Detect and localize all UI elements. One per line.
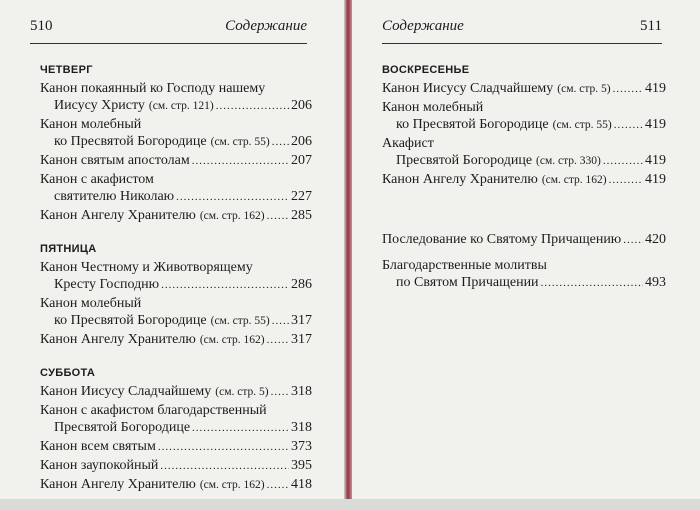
toc-entry-line — [382, 152, 666, 170]
toc-entry-title: Пресвятой Богородице — [396, 153, 533, 168]
left-toc — [40, 62, 312, 510]
toc-entry-title: Канон молебный — [382, 100, 484, 115]
toc-entry-page: 285 — [291, 208, 312, 223]
toc-leader-dots — [271, 384, 289, 401]
toc-entry-line — [382, 257, 666, 274]
toc-entry-title: Последование ко Святому Причащению — [382, 232, 622, 247]
left-page-number: 510 — [30, 18, 53, 34]
toc-leader-dots — [192, 153, 289, 170]
toc-entry-title: по Святом Причащении — [396, 275, 539, 290]
toc-entry-line — [40, 133, 312, 151]
toc-section — [40, 365, 312, 494]
toc-entry-line — [40, 331, 312, 349]
toc-entry-page: 419 — [645, 172, 666, 187]
toc-entry-ref: (см. стр. 55) — [210, 136, 270, 148]
toc-entry — [40, 383, 312, 401]
toc-entry — [382, 231, 666, 249]
toc-day-heading: СУББОТА — [40, 367, 96, 379]
toc-entry-page: 227 — [291, 189, 312, 204]
toc-entry-line — [382, 171, 666, 189]
toc-entry-title: Канон Ангелу Хранителю — [40, 208, 196, 223]
toc-entry-page: 207 — [291, 153, 312, 168]
toc-entry-ref: (см. стр. 5) — [215, 386, 269, 398]
toc-day-heading: ЧЕТВЕРГ — [40, 64, 93, 76]
toc-entry-title: Канон молебный — [40, 296, 142, 311]
toc-leader-dots — [267, 332, 289, 349]
toc-entry — [40, 402, 312, 437]
toc-entry-page: 373 — [291, 439, 312, 454]
toc-entry — [40, 259, 312, 294]
toc-entry-page: 418 — [291, 477, 312, 492]
toc-leader-dots — [267, 477, 289, 494]
toc-entry-line — [40, 259, 312, 276]
toc-entry-title: Канон с акафистом — [40, 172, 154, 187]
toc-entry — [382, 171, 666, 189]
toc-entry — [40, 295, 312, 330]
toc-entry-ref: (см. стр. 162) — [199, 210, 265, 222]
left-page-header — [30, 18, 307, 40]
toc-entry-title: ко Пресвятой Богородице — [396, 117, 549, 132]
toc-entry-title: Канон Ангелу Хранителю — [40, 477, 196, 492]
toc-entry-ref: (см. стр. 162) — [199, 479, 265, 491]
toc-entry-title: Благодарственные молитвы — [382, 258, 547, 273]
toc-leader-dots — [272, 313, 289, 330]
toc-entry-line — [40, 402, 312, 419]
toc-entry — [40, 476, 312, 494]
toc-leader-dots — [603, 153, 643, 170]
toc-entry-title: Иисусу Христу — [54, 98, 145, 113]
toc-entry-ref: (см. стр. 55) — [552, 119, 612, 131]
toc-leader-dots — [272, 134, 289, 151]
toc-entry-title: ко Пресвятой Богородице — [54, 134, 207, 149]
toc-entry-title: ко Пресвятой Богородице — [54, 313, 207, 328]
toc-entry — [382, 99, 666, 134]
toc-leader-dots — [623, 232, 643, 249]
toc-entry — [40, 207, 312, 225]
left-page — [0, 0, 346, 499]
toc-entry-line — [40, 97, 312, 115]
toc-leader-dots — [614, 117, 643, 134]
toc-entry-title: Канон Иисусу Сладчайшему — [40, 384, 212, 399]
toc-entry-title: Канон молебный — [40, 117, 142, 132]
toc-leader-dots — [158, 439, 289, 456]
toc-entry-title: Канон Честному и Животворящему — [40, 260, 253, 275]
toc-entry-line — [40, 312, 312, 330]
toc-entry-page: 493 — [645, 275, 666, 290]
right-page-header — [382, 18, 662, 40]
toc-entry-title: Пресвятой Богородице — [54, 420, 191, 435]
toc-leader-dots — [160, 458, 289, 475]
toc-entry-page: 206 — [291, 134, 312, 149]
right-toc — [382, 62, 666, 300]
toc-entry-line — [382, 135, 666, 152]
toc-entry-line — [40, 80, 312, 97]
toc-entry-line — [382, 116, 666, 134]
toc-entry-title: Канон с акафистом благодарственный — [40, 403, 267, 418]
toc-leader-dots — [609, 172, 643, 189]
toc-entry-title: Канон святым апостолам — [40, 153, 190, 168]
toc-leader-dots — [216, 98, 289, 115]
toc-entry-page: 419 — [645, 81, 666, 96]
toc-entry-line — [40, 476, 312, 494]
left-header-title: Содержание — [225, 18, 307, 34]
toc-entry-ref: (см. стр. 121) — [148, 100, 214, 112]
toc-entry — [382, 80, 666, 98]
right-header-rule — [382, 43, 662, 44]
toc-entry-title: Канон всем святым — [40, 439, 156, 454]
toc-entry — [40, 171, 312, 206]
toc-entry-page: 419 — [645, 117, 666, 132]
toc-entry-page: 395 — [291, 458, 312, 473]
toc-leader-dots — [267, 208, 289, 225]
toc-leader-dots — [613, 81, 643, 98]
toc-entry — [40, 116, 312, 151]
toc-entry-title: Акафист — [382, 136, 434, 151]
toc-entry — [382, 257, 666, 292]
toc-entry-page: 286 — [291, 277, 312, 292]
toc-entry-line — [40, 295, 312, 312]
right-page-number: 511 — [640, 18, 662, 34]
toc-section — [382, 62, 666, 189]
toc-spacer — [382, 205, 666, 231]
toc-entry-line — [40, 116, 312, 133]
toc-entry-page: 317 — [291, 332, 312, 347]
toc-entry-line — [40, 207, 312, 225]
toc-entry-page: 318 — [291, 420, 312, 435]
toc-entry-title: Канон заупокойный — [40, 458, 159, 473]
toc-section — [40, 241, 312, 349]
toc-entry-line — [382, 80, 666, 98]
toc-entry-ref: (см. стр. 55) — [210, 315, 270, 327]
toc-day-heading: ВОСКРЕСЕНЬЕ — [382, 64, 470, 76]
toc-entry — [40, 152, 312, 170]
toc-entry-title: Канон покаянный ко Господу нашему — [40, 81, 266, 96]
toc-entry-ref: (см. стр. 162) — [199, 334, 265, 346]
right-page — [352, 0, 700, 499]
toc-leader-dots — [192, 420, 289, 437]
toc-entry-title: Канон Ангелу Хранителю — [40, 332, 196, 347]
toc-entry-page: 318 — [291, 384, 312, 399]
toc-leader-dots — [541, 275, 643, 292]
toc-entry-line — [382, 99, 666, 116]
toc-leader-dots — [176, 189, 289, 206]
toc-entry-line — [40, 438, 312, 456]
toc-entry-ref: (см. стр. 162) — [541, 174, 607, 186]
toc-leader-dots — [161, 277, 289, 294]
toc-entry-title: Канон Ангелу Хранителю — [382, 172, 538, 187]
toc-entry-line — [40, 152, 312, 170]
toc-day-heading: ПЯТНИЦА — [40, 243, 97, 255]
toc-entry-line — [40, 419, 312, 437]
left-header-rule — [30, 43, 307, 44]
toc-entry — [40, 80, 312, 115]
toc-entry-line — [382, 274, 666, 292]
toc-entry-line — [40, 383, 312, 401]
toc-entry — [382, 135, 666, 170]
toc-entry — [40, 457, 312, 475]
toc-entry-page: 206 — [291, 98, 312, 113]
toc-section — [40, 62, 312, 225]
right-header-title: Содержание — [382, 18, 464, 34]
toc-entry-title: Кресту Господню — [54, 277, 160, 292]
toc-entry-page: 317 — [291, 313, 312, 328]
toc-entry-ref: (см. стр. 330) — [536, 155, 601, 167]
toc-entry — [40, 438, 312, 456]
toc-entry-page: 419 — [645, 153, 666, 168]
toc-entry-ref: (см. стр. 5) — [557, 83, 611, 95]
toc-entry-page: 420 — [645, 232, 666, 247]
toc-entry-title: Канон Иисусу Сладчайшему — [382, 81, 554, 96]
toc-entry — [40, 331, 312, 349]
toc-entry-line — [40, 457, 312, 475]
toc-entry-line — [40, 188, 312, 206]
toc-entry-line — [40, 276, 312, 294]
toc-entry-line — [382, 231, 666, 249]
toc-entry-title: святителю Николаю — [54, 189, 175, 204]
toc-entry-line — [40, 171, 312, 188]
